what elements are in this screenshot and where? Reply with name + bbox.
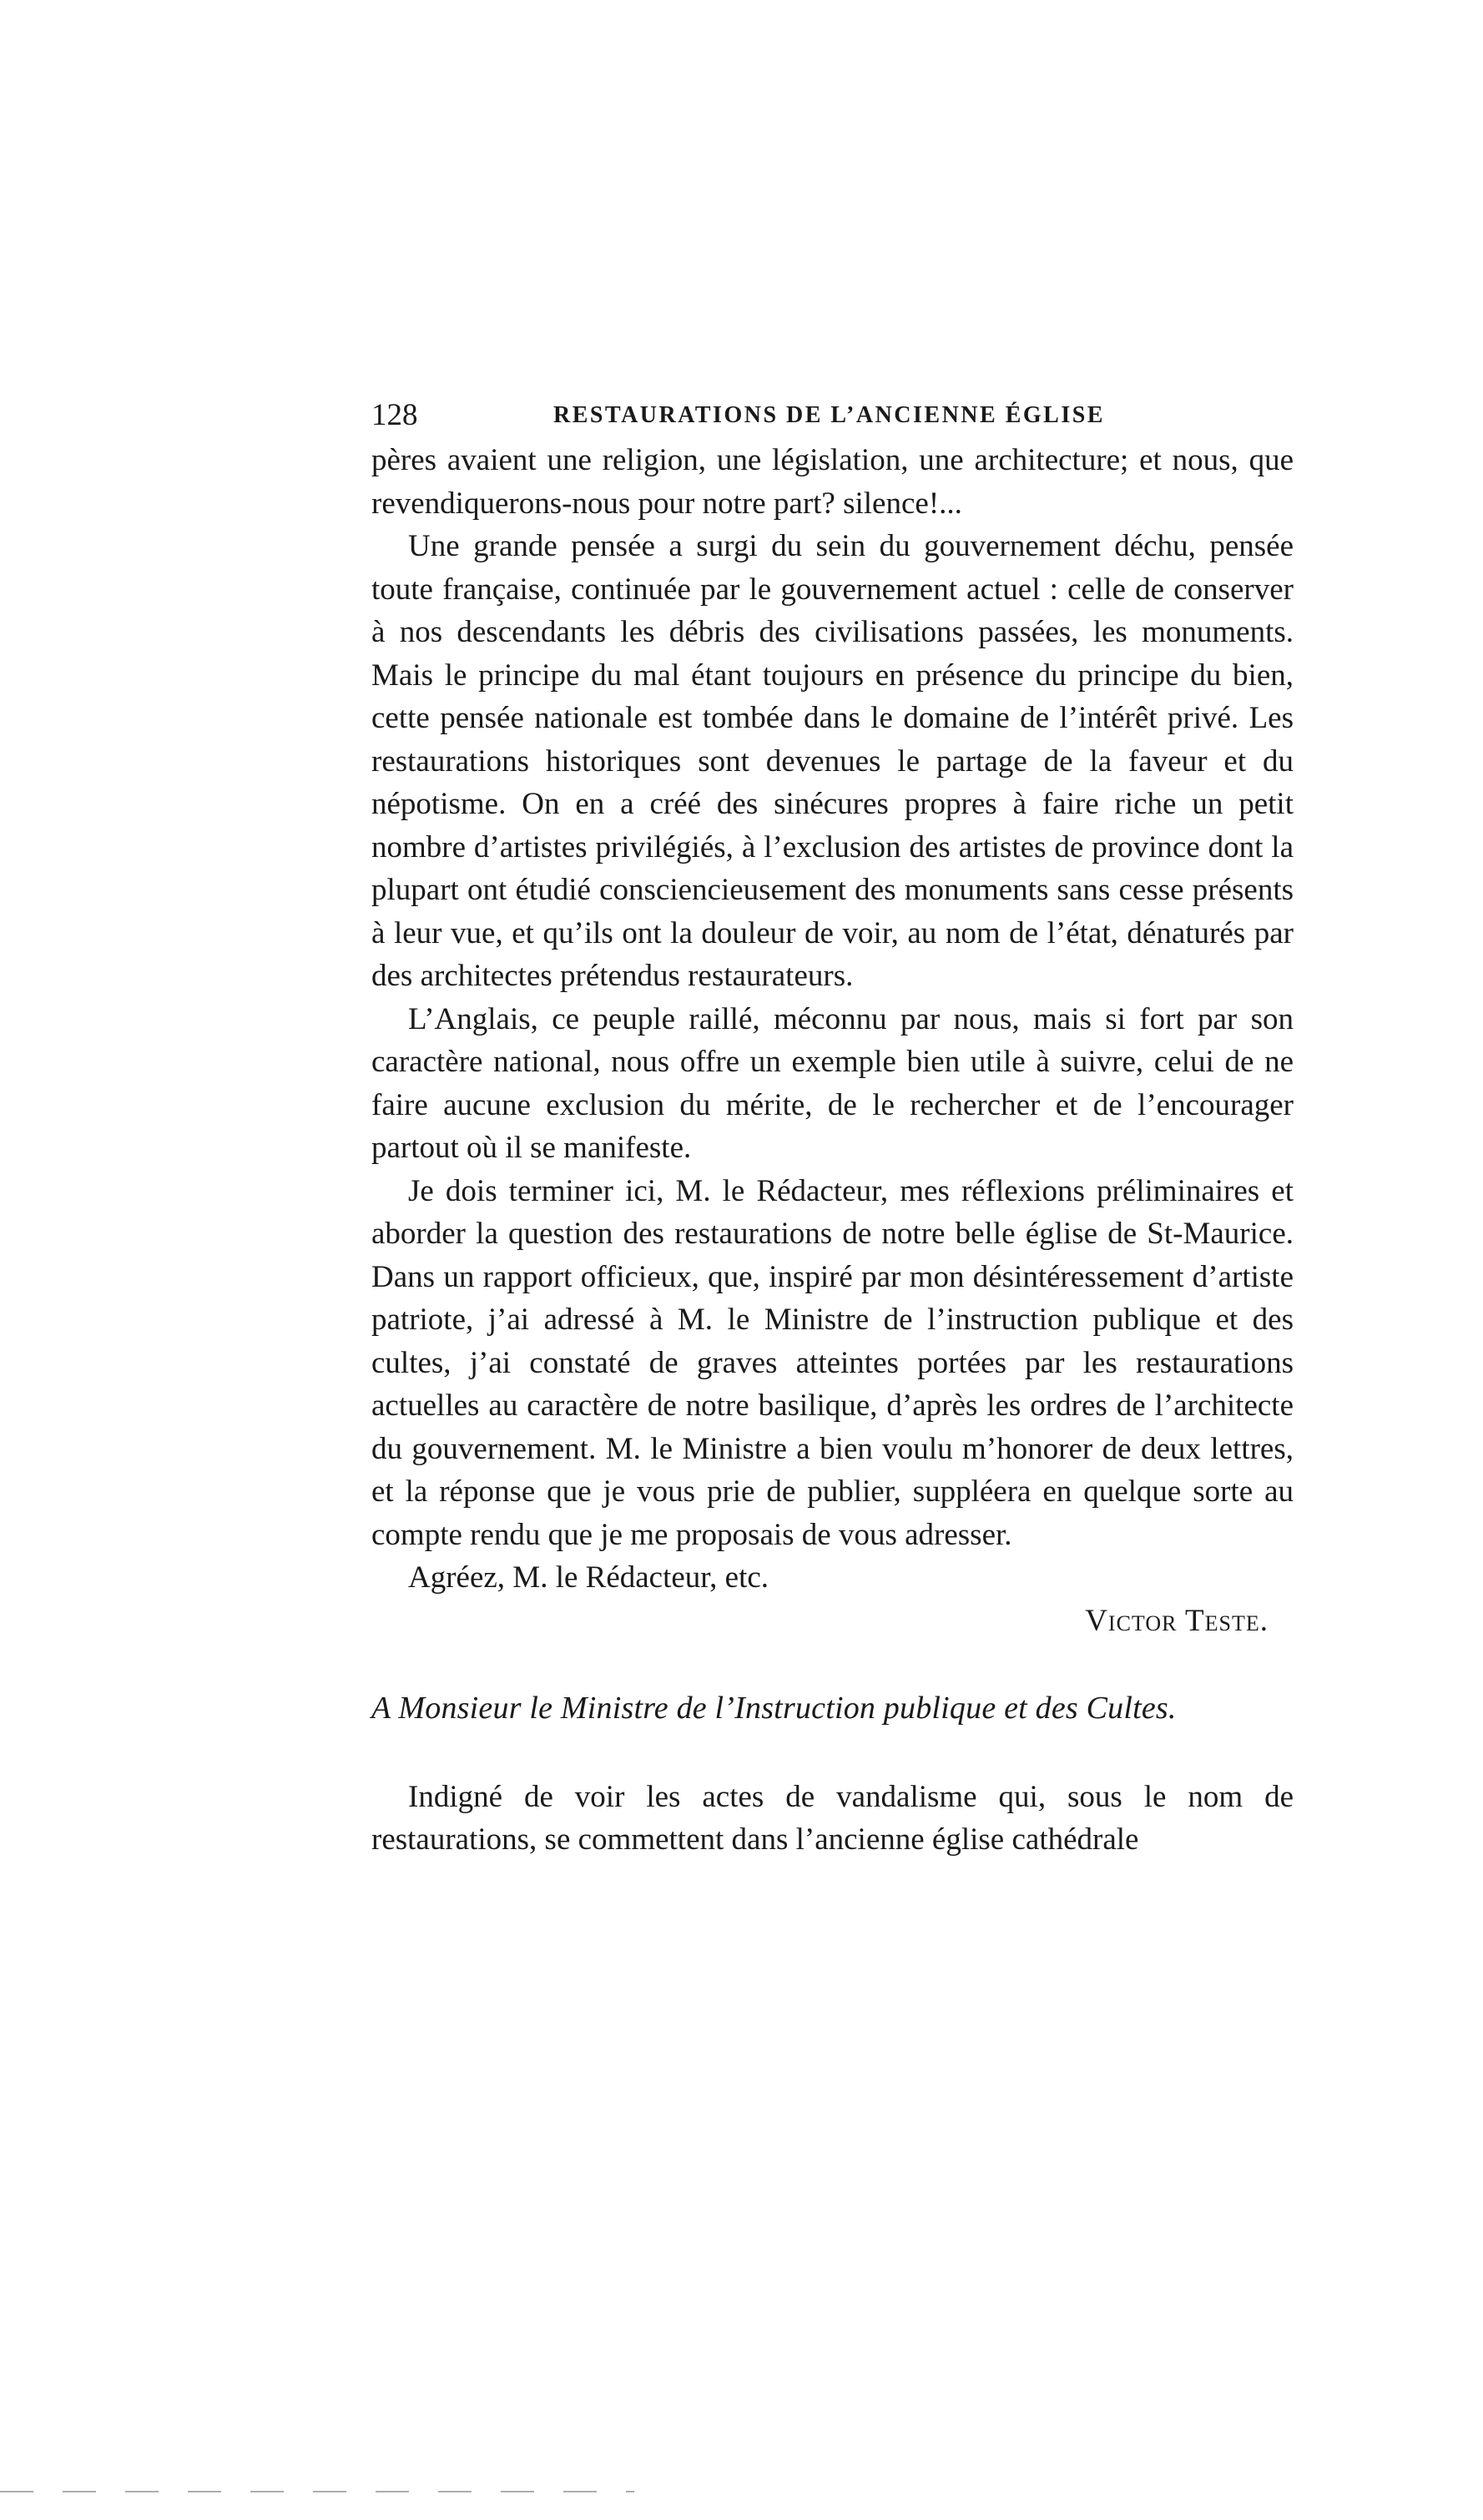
- body-text: [371, 439, 1294, 1556]
- running-title: RESTAURATIONS DE L’ANCIENNE ÉGLISE: [553, 402, 1105, 428]
- signature: [371, 1600, 1294, 1643]
- closing-line: Agréez, M. le Rédacteur, etc.: [408, 1560, 769, 1595]
- running-head: [371, 392, 1294, 439]
- scan-edge-mark: [0, 2491, 634, 2492]
- paragraph: L’Anglais, ce peuple raillé, méconnu par nous, mais si fort par son caractère national, nous offre un exemple bien utile à suivre, celui de ne faire aucune exclusion du mérite, de le rechercher et de l’encourager partout où il se manifeste.: [371, 1001, 1294, 1165]
- book-page: [371, 392, 1294, 1862]
- letter-body: [371, 1776, 1294, 1862]
- paragraph-continuation: pères avaient une religion, une législation, une architecture; et nous, que revendiquerons-nous pour notre part? silence!...: [371, 443, 1294, 521]
- address-heading: A Monsieur le Ministre de l’Instruction publique et des Cultes.: [371, 1691, 1177, 1726]
- signature-name: Victor Teste.: [1085, 1603, 1269, 1638]
- page-number: 128: [371, 398, 418, 432]
- paragraph: Je dois terminer ici, M. le Rédacteur, mes réflexions préliminaires et aborder la question des restaurations de notre belle église de St-Maurice. Dans un rapport officieux, que, inspiré par mon désintéressement d’artiste patriote, j’ai adressé à M. le Ministre de l’instruction publique et des cultes, j’ai constaté de graves atteintes portées par les restaurations actuelles au caractère de notre basilique, d’après les ordres de l’architecte du gouvernement. M. le Ministre a bien voulu m’honorer de deux lettres, et la réponse que je vous prie de publier, suppléera en quelque sorte au compte rendu que je me proposais de vous adresser.: [371, 1173, 1294, 1552]
- paragraph: Indigné de voir les actes de vandalisme qui, sous le nom de restaurations, se commettent dans l’ancienne église cathédrale: [371, 1779, 1294, 1857]
- paragraph: Une grande pensée a surgi du sein du gouvernement déchu, pensée toute française, continuée par le gouvernement actuel : celle de conserver à nos descendants les débris des civilisations passées, les monuments. Mais le principe du mal étant toujours en présence du principe du bien, cette pensée nationale est tombée dans le domaine de l’intérêt privé. Les restaurations historiques sont devenues le partage de la faveur et du népotisme. On en a créé des sinécures propres à faire riche un petit nombre d’artistes privilégiés, à l’exclusion des artistes de province dont la plupart ont étudié consciencieusement des monuments sans cesse présents à leur vue, et qu’ils ont la douleur de voir, au nom de l’état, dénaturés par des architectes prétendus restaurateurs.: [371, 529, 1294, 993]
